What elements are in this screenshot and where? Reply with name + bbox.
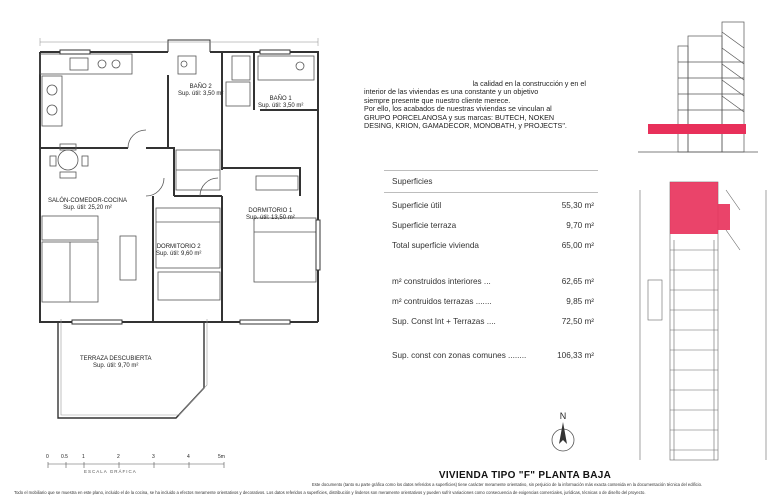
description-line: GRUPO PORCELANOSA y sus marcas: BUTECH, NOKEN bbox=[364, 112, 555, 122]
scale-tick: 2 bbox=[117, 454, 120, 460]
north-arrow-icon bbox=[548, 408, 578, 458]
scale-bar bbox=[40, 462, 240, 474]
room-area: Sup. útil: 3,50 m² bbox=[258, 103, 304, 109]
north-label: N bbox=[559, 411, 567, 421]
room-dormitorio-2 bbox=[156, 244, 201, 258]
surface-row bbox=[384, 201, 598, 221]
description-line: siempre presente que nuestro cliente merece. bbox=[364, 95, 511, 105]
scale-tick: 0.5 bbox=[61, 454, 68, 460]
surface-label: Total superficie vivienda bbox=[392, 241, 479, 250]
surface-value: 62,65 m² bbox=[561, 277, 594, 286]
room-name: SALÓN-COMEDOR-COCINA bbox=[48, 198, 128, 204]
room-area: Sup. útil: 9,70 m² bbox=[93, 363, 139, 369]
site-plan bbox=[630, 170, 776, 470]
surface-label: Superficie terraza bbox=[392, 221, 457, 230]
disclaimer-text: Este documento (tanto su parte gráfica como los datos referidos a superficies) tiene carácter meramente orientativo, sin perjuicio de la información más exacta contenida en la documentación técnica del edificio. bbox=[312, 482, 703, 487]
room-area: Sup. útil: 3,50 m² bbox=[178, 91, 224, 97]
description-line: interior de las viviendas es una constante y un objetivo bbox=[364, 87, 539, 97]
surface-value: 9,85 m² bbox=[566, 297, 594, 306]
surface-value: 72,50 m² bbox=[561, 317, 594, 326]
room-bano-2 bbox=[178, 84, 223, 98]
scale-caption: ESCALA GRÁFICA bbox=[84, 469, 137, 474]
disclaimer-text: Todo el mobiliario que se muestra en este plano, incluido el de la cocina, se ha incluido a efectos meramente orientativos y decorativos. Los datos referidos a superficies, distribución y linderos son meramente orientativos y pueden sufrir variaciones como consecuencia de exigencias comerciales, jurídicas, técnicas o de diseño del proyecto. bbox=[14, 490, 646, 495]
room-name: BAÑO 2 bbox=[189, 84, 212, 90]
scale-tick: 5m bbox=[218, 454, 225, 460]
surface-value: 65,00 m² bbox=[561, 241, 594, 250]
room-terraza bbox=[80, 356, 151, 370]
room-area: Sup. útil: 9,60 m² bbox=[156, 251, 202, 257]
scale-tick: 0 bbox=[46, 454, 49, 460]
description-line: la calidad en la construcción y en el bbox=[472, 79, 586, 88]
room-name: DORMITORIO 1 bbox=[248, 208, 293, 214]
surface-value: 106,33 m² bbox=[557, 351, 594, 360]
surface-label: m² contruidos terrazas ....... bbox=[392, 297, 492, 306]
room-area: Sup. útil: 13,50 m² bbox=[246, 215, 295, 221]
surface-row bbox=[384, 221, 598, 241]
surface-value: 55,30 m² bbox=[561, 201, 594, 210]
room-name: BAÑO 1 bbox=[269, 96, 292, 102]
page-title: VIVIENDA TIPO "F" PLANTA BAJA bbox=[438, 470, 612, 481]
surface-row bbox=[384, 317, 598, 337]
description-line: DESING, KRION, GAMADECOR, MONOBATH, y PROJECTS". bbox=[364, 121, 567, 131]
room-area: Sup. útil: 25,20 m² bbox=[63, 205, 112, 211]
room-name: DORMITORIO 2 bbox=[156, 244, 201, 250]
scale-tick: 3 bbox=[152, 454, 155, 460]
surface-row bbox=[384, 297, 598, 317]
surface-label: m² construidos interiores ... bbox=[392, 277, 491, 286]
surface-row bbox=[384, 277, 598, 297]
floor-plan bbox=[0, 0, 380, 470]
room-name: TERRAZA DESCUBIERTA bbox=[80, 356, 152, 362]
scale-tick: 1 bbox=[82, 454, 85, 460]
surface-label: Sup. Const Int + Terrazas .... bbox=[392, 317, 496, 326]
surface-label: Superficie útil bbox=[392, 201, 442, 210]
surfaces-title: Superficies bbox=[384, 170, 598, 193]
description-text bbox=[364, 80, 586, 130]
surface-row bbox=[384, 241, 598, 261]
surface-label: Sup. const con zonas comunes ........ bbox=[392, 351, 527, 360]
scale-tick: 4 bbox=[187, 454, 190, 460]
description-line: Por ello, los acabados de nuestras viviendas se vinculan al bbox=[364, 104, 552, 114]
surface-value: 9,70 m² bbox=[566, 221, 594, 230]
room-salon bbox=[48, 198, 127, 212]
surfaces-table bbox=[384, 170, 598, 371]
building-elevation bbox=[628, 12, 768, 162]
graphic-scale bbox=[40, 452, 240, 476]
room-bano-1 bbox=[258, 96, 303, 110]
room-dormitorio-1 bbox=[246, 208, 295, 222]
surface-row bbox=[384, 351, 598, 371]
